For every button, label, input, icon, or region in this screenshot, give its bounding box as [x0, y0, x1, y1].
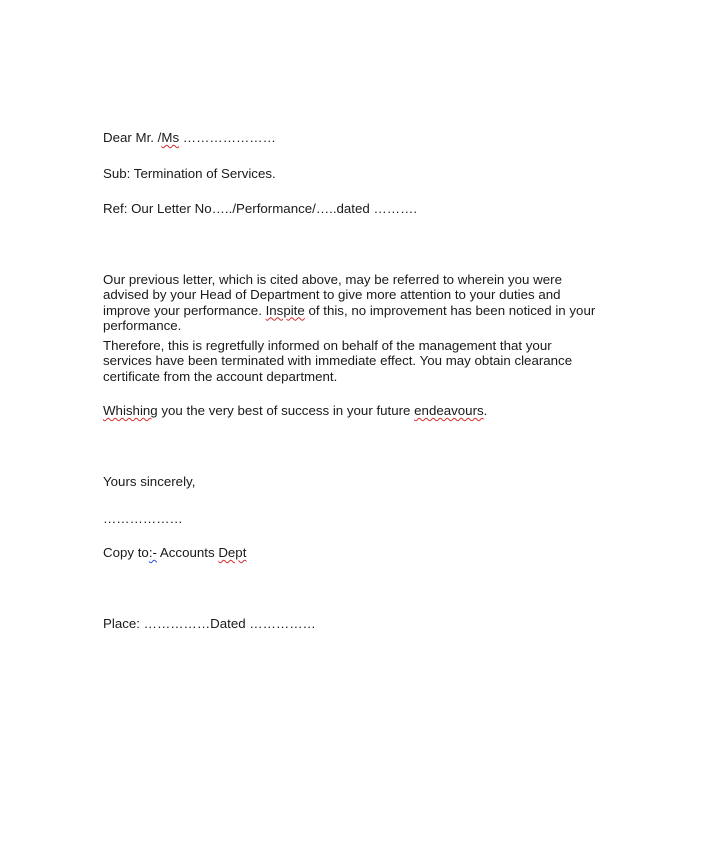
wishing-line [103, 403, 487, 418]
wishing-flagged-word-2: endeavours [414, 403, 484, 418]
salutation-prefix: Dear Mr. / [103, 130, 162, 145]
copy-to-prefix: Copy to [103, 545, 149, 560]
paragraph-1-flagged-word: Inspite [265, 302, 305, 318]
signature-line: ……………… [103, 511, 183, 526]
copy-to-flagged-word: Dept [218, 545, 247, 560]
salutation-suffix: ………………… [179, 130, 276, 145]
salutation-line [103, 130, 276, 145]
copy-to-middle: Accounts [156, 545, 219, 560]
closing-line: Yours sincerely, [103, 474, 196, 489]
wishing-end: . [483, 403, 488, 418]
paragraph-1-part-1: Our previous letter, which is cited above, may be referred to wherein you were advised by your Head of Department to give more attention to your duties and improve your performance. [103, 272, 562, 318]
reference-line: Ref: Our Letter No…../Performance/…..dated ………. [103, 201, 418, 216]
wishing-flagged-word-1: Whishing [103, 403, 158, 418]
copy-to-line [103, 545, 246, 560]
copy-to-flagged-punctuation: :- [148, 545, 157, 560]
place-dated-line: Place: ……………Dated …………… [103, 616, 316, 631]
wishing-middle: you the very best of success in your future [157, 403, 415, 418]
body-paragraph-2: Therefore, this is regretfully informed on behalf of the management that your services have been terminated with immediate effect. You may obtain clearance certificate from the account department. [103, 338, 573, 384]
salutation-flagged-word: Ms [161, 130, 180, 145]
body-paragraph-1 [103, 272, 603, 333]
subject-line: Sub: Termination of Services. [103, 166, 276, 181]
paragraph-1-part-2: of this, no improvement has been noticed in your performance. [103, 302, 596, 333]
